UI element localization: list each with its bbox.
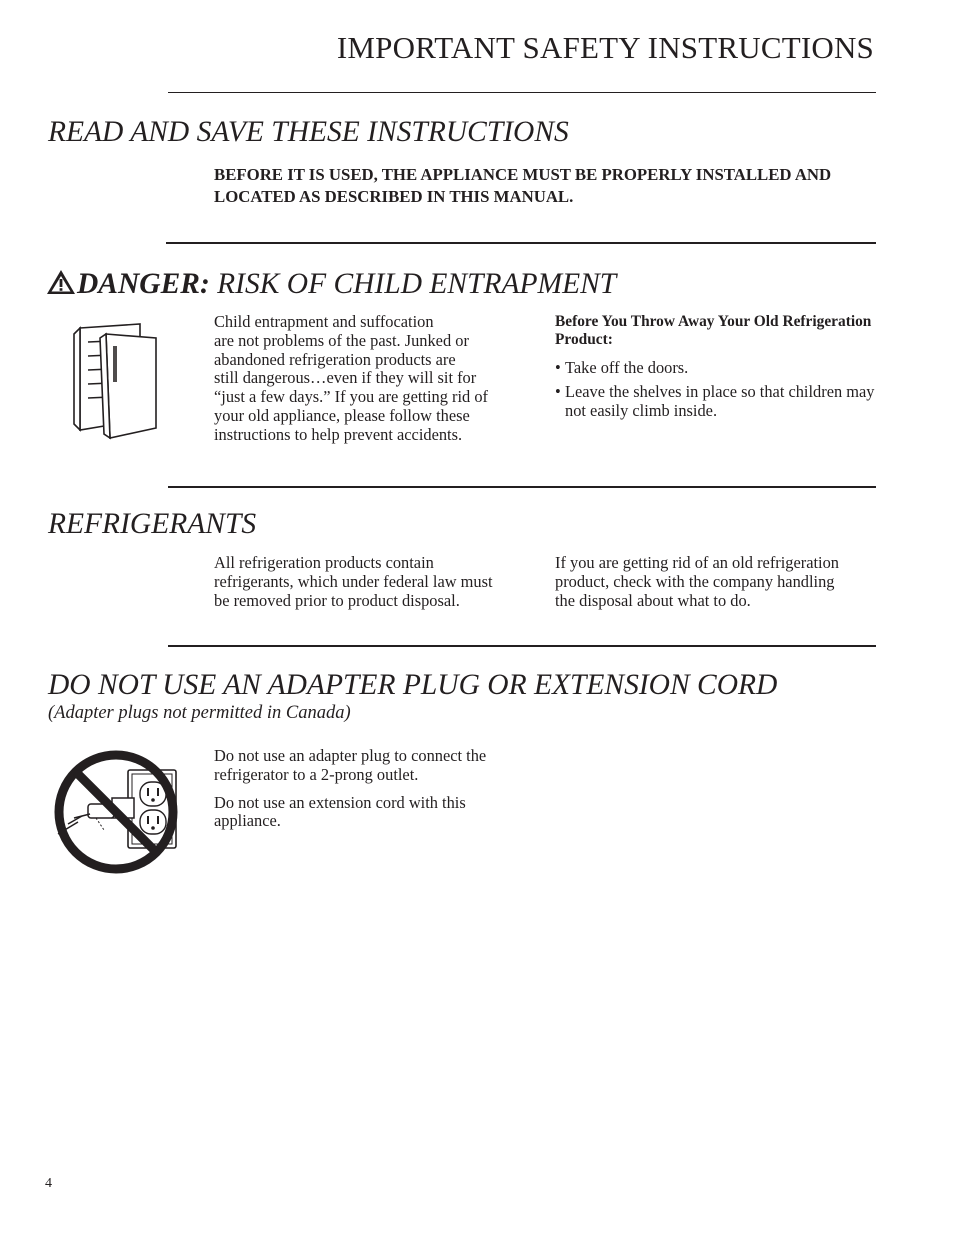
danger-title [46,268,616,303]
adapter-line: Do not use an adapter plug to connect the [214,746,487,765]
danger-line: are not problems of the past. Junked or [214,330,469,350]
disposal-instructions [555,313,880,427]
danger-line: “just a few days.” If you are getting rid of [214,387,488,407]
disposal-subhead: Before You Throw Away Your Old Refrigeration Product: [555,313,872,348]
refrigerants-left-text [214,554,534,610]
refrigerants-line: refrigerants, which under federal law must [214,571,493,591]
section-divider [168,486,876,488]
refrigerants-line: product, check with the company handling [555,571,835,591]
no-adapter-plug-icon [52,744,182,881]
warning-triangle-icon [46,269,76,303]
adapter-title: DO NOT USE AN ADAPTER PLUG OR EXTENSION CORD [48,669,778,701]
refrigerator-open-door-icon [70,320,162,445]
adapter-description [214,747,534,831]
refrigerants-line: If you are getting rid of an old refrigeration [555,553,839,572]
read-save-title: READ AND SAVE THESE INSTRUCTIONS [48,116,569,148]
refrigerants-line: All refrigeration products contain [214,553,434,572]
header-divider [168,92,876,93]
section-divider [168,645,876,647]
adapter-line: refrigerator to a 2-prong outlet. [214,764,419,784]
danger-line: abandoned refrigeration products are [214,349,456,369]
refrigerants-title: REFRIGERANTS [48,508,257,540]
danger-line: instructions to help prevent accidents. [214,424,463,444]
disposal-bullet: • Take off the doors. [555,357,689,377]
danger-line: Child entrapment and suffocation [214,312,434,331]
refrigerants-line: the disposal about what to do. [555,590,751,610]
section-divider [166,242,876,244]
installation-notice: BEFORE IT IS USED, THE APPLIANCE MUST BE PROPERLY INSTALLED AND LOCATED AS DESCRIBED IN THIS MANUAL. [214,165,832,206]
adapter-subtitle: (Adapter plugs not permitted in Canada) [48,703,351,723]
refrigerants-line: be removed prior to product disposal. [214,590,460,610]
page-number: 4 [45,1176,52,1191]
refrigerants-right-text [555,554,880,610]
adapter-line: Do not use an extension cord with this [214,792,466,812]
danger-line: still dangerous…even if they will sit for [214,368,477,388]
danger-line: your old appliance, please follow these [214,405,470,425]
danger-description [214,313,534,445]
page-title: IMPORTANT SAFETY INSTRUCTIONS [336,30,874,65]
disposal-bullet: • Leave the shelves in place so that children may not easily climb inside. [555,382,875,421]
adapter-line: appliance. [214,811,281,831]
danger-label: DANGER: [77,268,210,300]
danger-heading: RISK OF CHILD ENTRAPMENT [209,268,617,300]
